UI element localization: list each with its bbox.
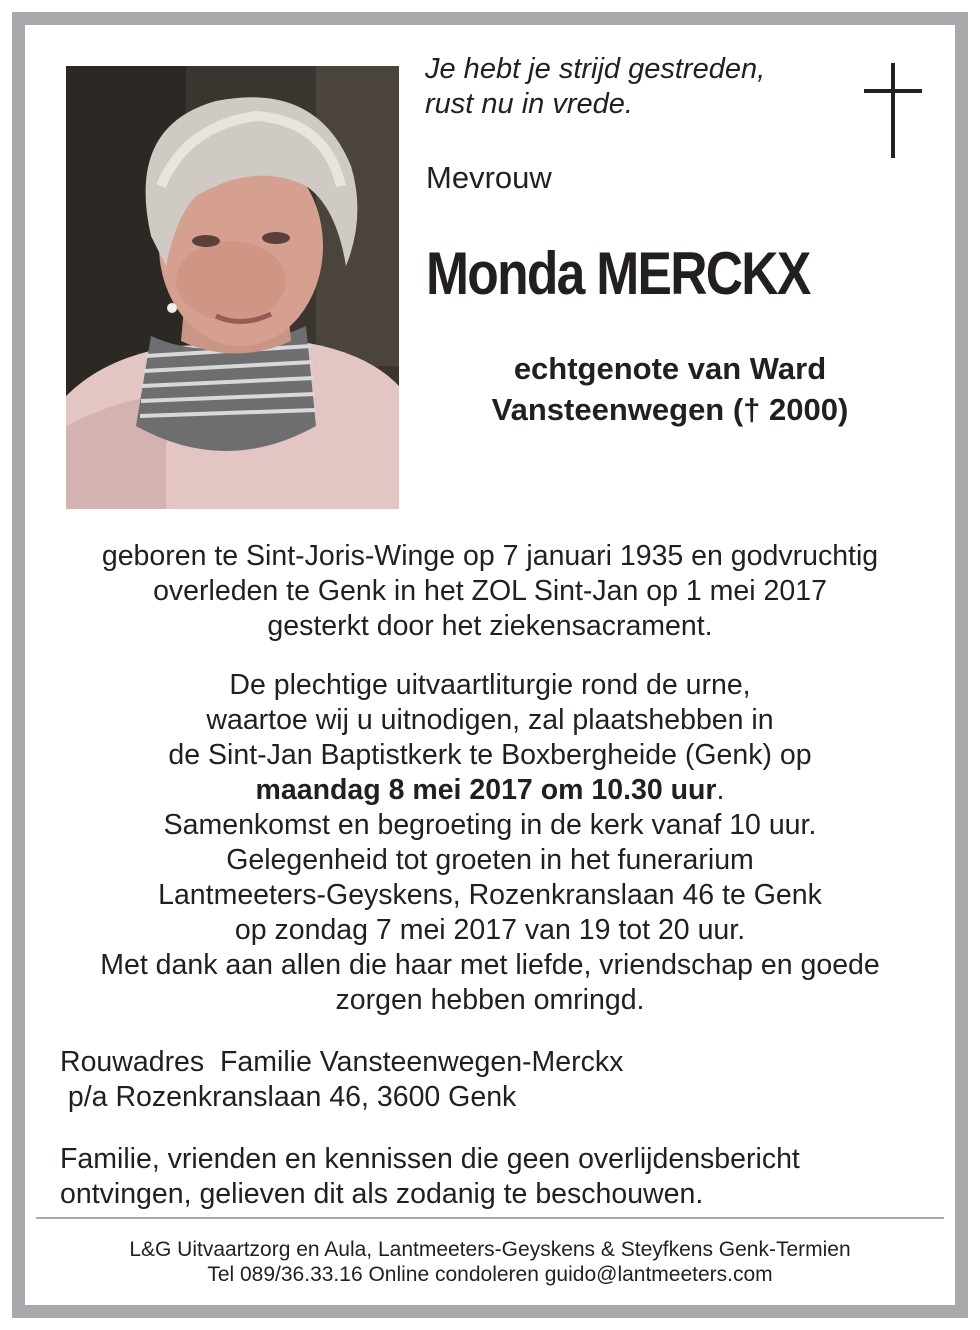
funeral-line-3: de Sint-Jan Baptistkerk te Boxbergheide (Genk) op: [168, 739, 812, 771]
cross-icon: [864, 63, 922, 158]
funeral-info: [40, 668, 940, 1018]
notice: [60, 1142, 800, 1212]
mourning-address: [60, 1045, 623, 1115]
verse: [425, 52, 845, 122]
birth-line-2: overleden te Genk in het ZOL Sint-Jan op 1 mei 2017: [153, 575, 827, 607]
funeral-line-2: waartoe wij u uitnodigen, zal plaatshebben in: [206, 704, 774, 736]
birth-line-3: gesterkt door het ziekensacrament.: [267, 610, 713, 642]
notice-line-1: Familie, vrienden en kennissen die geen overlijdensbericht: [60, 1143, 800, 1175]
funeral-line-1: De plechtige uitvaartliturgie rond de urne,: [229, 669, 751, 701]
verse-line-1: Je hebt je strijd gestreden,: [425, 53, 766, 85]
portrait-photo: [66, 66, 399, 509]
funeral-line-7: Lantmeeters-Geyskens, Rozenkranslaan 46 te Genk: [158, 879, 822, 911]
funeral-date-line: [40, 773, 940, 808]
footer-divider: [36, 1217, 944, 1219]
address-line-2: p/a Rozenkranslaan 46, 3600 Genk: [60, 1081, 517, 1113]
spouse-line-1: echtgenote van Ward: [513, 351, 827, 386]
spouse-info: [440, 348, 900, 430]
deceased-name: Monda MERCKX: [426, 240, 810, 307]
verse-line-2: rust nu in vrede.: [425, 88, 633, 120]
notice-line-2: ontvingen, gelieven dit als zodanig te beschouwen.: [60, 1178, 704, 1210]
funeral-line-9: Met dank aan allen die haar met liefde, vriendschap en goede: [100, 949, 880, 981]
footer-line-1: L&G Uitvaartzorg en Aula, Lantmeeters-Geyskens & Steyfkens Genk-Termien: [129, 1238, 851, 1261]
honorific: Mevrouw: [426, 160, 552, 195]
birth-line-1: geboren te Sint-Joris-Winge op 7 januari 1935 en godvruchtig: [101, 540, 879, 572]
footer: [40, 1237, 940, 1287]
footer-line-2: Tel 089/36.33.16 Online condoleren guido@lantmeeters.com: [207, 1263, 773, 1286]
funeral-line-8: op zondag 7 mei 2017 van 19 tot 20 uur.: [234, 914, 746, 946]
birth-death-info: [40, 539, 940, 644]
funeral-line-10: zorgen hebben omringd.: [335, 984, 645, 1016]
funeral-line-6: Gelegenheid tot groeten in het funerarium: [226, 844, 754, 876]
spouse-line-2: Vansteenwegen († 2000): [491, 392, 849, 427]
funeral-date-suffix: .: [716, 774, 725, 806]
address-line-1: Rouwadres Familie Vansteenwegen-Merckx: [60, 1046, 624, 1078]
funeral-date: maandag 8 mei 2017 om 10.30 uur: [255, 774, 717, 806]
funeral-line-5: Samenkomst en begroeting in de kerk vanaf 10 uur.: [163, 809, 817, 841]
